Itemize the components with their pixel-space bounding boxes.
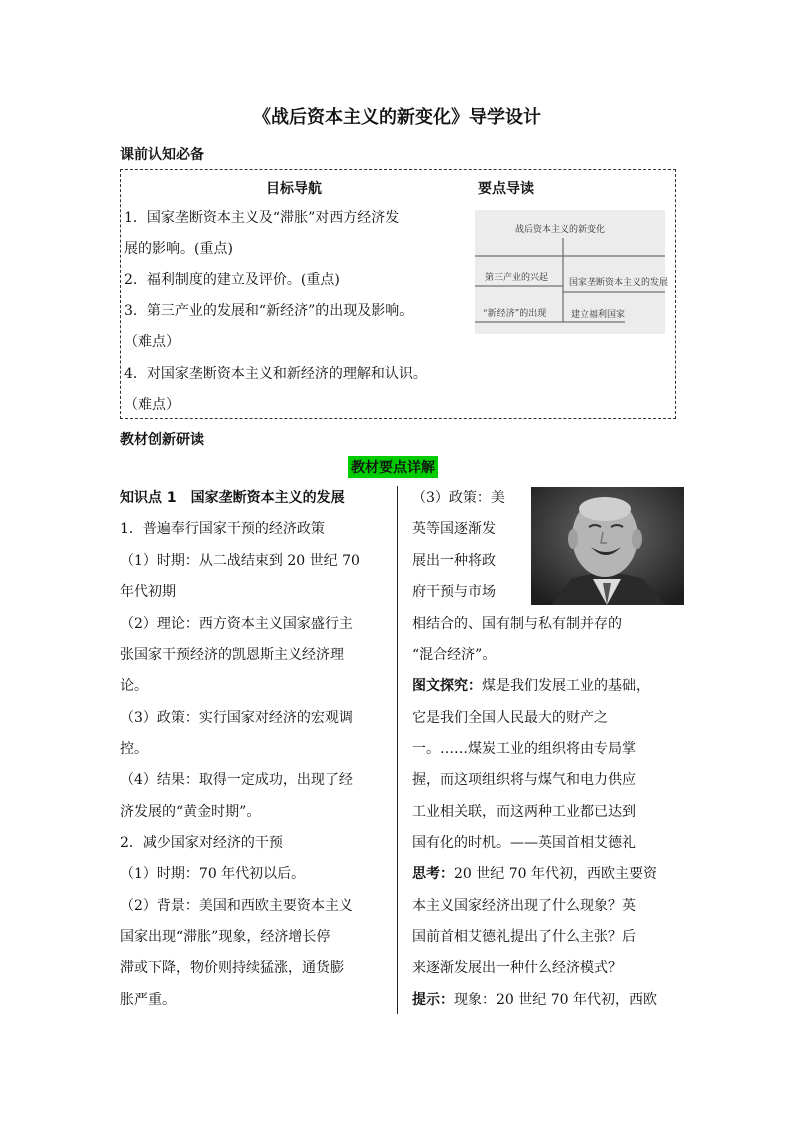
goal-line: （难点） [124, 397, 180, 413]
portrait-image [531, 487, 684, 605]
think-line [412, 859, 657, 890]
key-points-heading: 要点导读 [478, 181, 534, 197]
left-line: 济发展的“黄金时期”。 [120, 804, 261, 820]
section-heading-textbook-study: 教材创新研读 [120, 432, 204, 448]
hint-label: 提示： [412, 992, 454, 1008]
right-line: 工业相关联，而这两种工业都已达到 [412, 804, 636, 820]
left-line: 1．普遍奉行国家干预的经济政策 [120, 521, 325, 537]
left-line: 张国家干预经济的凯恩斯主义经济理 [120, 647, 344, 663]
left-line: （2）背景：美国和西欧主要资本主义 [120, 898, 353, 914]
goal-navigation-heading: 目标导航 [266, 181, 322, 197]
right-line: 本主义国家经济出现了什么现象？英 [412, 898, 636, 914]
left-line: 控。 [120, 741, 148, 757]
mind-map [475, 210, 669, 334]
knowledge-point-heading: 知识点 1 国家垄断资本主义的发展 [120, 490, 345, 506]
mind-map-node: 国家垄断资本主义的发展 [569, 278, 669, 288]
highlight-label: 教材要点详解 [348, 456, 438, 478]
left-line: 胀严重。 [120, 992, 176, 1008]
right-line: 英等国逐渐发 [412, 521, 496, 537]
section-heading-pre-class: 课前认知必备 [120, 147, 204, 163]
right-line: 国前首相艾德礼提出了什么主张？后 [412, 929, 636, 945]
right-line: 展出一种将政 [412, 553, 496, 569]
left-line: 2．减少国家对经济的干预 [120, 835, 283, 851]
left-line: 论。 [120, 678, 148, 694]
goal-line: 4．对国家垄断资本主义和新经济的理解和认识。 [124, 366, 427, 382]
page-title: 《战后资本主义的新变化》导学设计 [253, 107, 541, 128]
think-label: 思考： [412, 866, 454, 882]
right-line: 府干预与市场 [412, 584, 496, 600]
right-line: 它是我们全国人民最大的财产之 [412, 710, 608, 726]
portrait-photo [531, 487, 684, 605]
goal-line: 1．国家垄断资本主义及“滞胀”对西方经济发 [124, 210, 400, 226]
left-line: （4）结果：取得一定成功，出现了经 [120, 772, 353, 788]
right-line: 国有化的时机。——英国首相艾德礼 [412, 835, 636, 851]
right-line: 相结合的、国有制与私有制并存的 [412, 616, 622, 632]
explore-label: 图文探究： [412, 678, 482, 694]
left-line: 国家出现“滞胀”现象，经济增长停 [120, 929, 331, 945]
mind-map-node: 建立福利国家 [571, 310, 626, 320]
explore-text: 煤是我们发展工业的基础， [482, 678, 650, 694]
mind-map-node: 第三产业的兴起 [485, 273, 549, 283]
goal-line: 展的影响。(重点) [124, 241, 233, 257]
explore-line [412, 671, 650, 702]
mind-map-node: “新经济”的出现 [483, 309, 547, 319]
left-line: 年代初期 [120, 584, 176, 600]
left-line: （1）时期：70 年代初以后。 [120, 866, 306, 882]
hint-line [412, 985, 657, 1016]
left-line: （1）时期：从二战结束到 20 世纪 70 [120, 553, 360, 569]
goal-line: （难点） [124, 334, 180, 350]
right-line: 握，而这项组织将与煤气和电力供应 [412, 772, 636, 788]
left-line: 滞或下降，物价则持续猛涨，通货膨 [120, 960, 344, 976]
right-line: 来逐渐发展出一种什么经济模式？ [412, 960, 622, 976]
right-line: “混合经济”。 [412, 647, 497, 663]
mind-map-root: 战后资本主义的新变化 [515, 225, 606, 235]
left-line: （3）政策：实行国家对经济的宏观调 [120, 710, 353, 726]
left-line: （2）理论：西方资本主义国家盛行主 [120, 616, 353, 632]
goal-line: 3．第三产业的发展和“新经济”的出现及影响。 [124, 303, 414, 319]
think-text: 20 世纪 70 年代初，西欧主要资 [454, 866, 657, 882]
hint-text: 现象：20 世纪 70 年代初，西欧 [454, 992, 657, 1008]
goal-line: 2．福利制度的建立及评价。(重点) [124, 272, 340, 288]
right-line: （3）政策：美 [412, 490, 505, 506]
right-line: 一。……煤炭工业的组织将由专局掌 [412, 741, 636, 757]
column-divider [397, 486, 398, 1014]
